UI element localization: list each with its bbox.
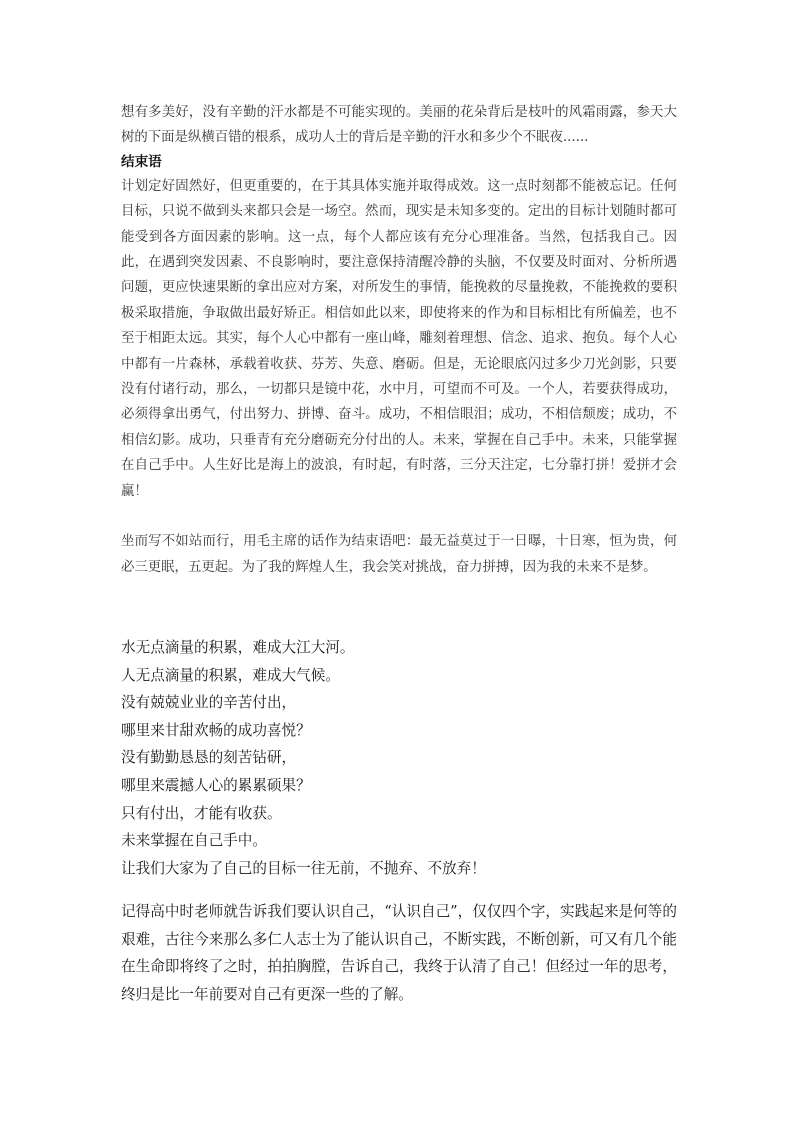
poem-line: 没有兢兢业业的辛苦付出， bbox=[121, 694, 297, 712]
poem-block bbox=[121, 634, 677, 882]
section-heading: 结束语 bbox=[121, 153, 162, 170]
poem-line: 水无点滴量的积累，难成大江大河。 bbox=[121, 639, 355, 656]
reflection-paragraph: 记得高中时老师就告诉我们要认识自己，“认识自己”，仅仅四个字，实践起来是何等的艰难，古往今来那么多仁人志士为了能认识自己，不断实践，不断创新，可又有几个能在生命即将终了之时，拍拍胸膛，告诉自己，我终于认清了自己！但经过一年的思考，终归是比一年前要对自己有更深一些的了解。 bbox=[121, 903, 677, 1003]
poem-line: 只有付出，才能有收获。 bbox=[121, 804, 282, 822]
poem-line: 人无点滴量的积累，难成大气候。 bbox=[121, 666, 340, 684]
poem-line: 哪里来震撼人心的累累硕果？ bbox=[121, 776, 311, 794]
poem-line: 未来掌握在自己手中。 bbox=[121, 832, 267, 850]
poem-line: 哪里来甘甜欢畅的成功喜悦？ bbox=[121, 721, 311, 739]
body-paragraph: 计划定好固然好，但更重要的，在于其具体实施并取得成效。这一点时刻都不能被忘记。任何目标，只说不做到头来都只会是一场空。然而，现实是未知多变的。定出的目标计划随时都可能受到各方面因素的影响。这一点，每个人都应该有充分心理准备。当然，包括我自己。因此，在遇到突发因素、不良影响时，要注意保持清醒冷静的头脑，不仅要及时面对、分析所遇问题，更应快速果断的拿出应对方案，对所发生的事情，能挽救的尽量挽救，不能挽救的要积极采取措施，争取做出最好矫正。相信如此以来，即使将来的作为和目标相比有所偏差，也不至于相距太远。其实，每个人心中都有一座山峰，雕刻着理想、信念、追求、抱负。每个人心中都有一片森林，承载着收获、芬芳、失意、磨砺。但是，无论眼底闪过多少刀光剑影，只要没有付诸行动，那么，一切都只是镜中花，水中月，可望而不可及。一个人，若要获得成功，必须得拿出勇气，付出努力、拼博、奋斗。成功，不相信眼泪；成功，不相信颓废；成功，不相信幻影。成功，只垂青有充分磨砺充分付出的人。未来，掌握在自己手中。未来，只能掌握在自己手中。人生好比是海上的波浪，有时起，有时落，三分天注定，七分靠打拼！爱拼才会赢！ bbox=[121, 178, 677, 499]
poem-line: 让我们大家为了自己的目标一往无前，不抛弃、不放弃！ bbox=[121, 859, 486, 877]
closing-paragraph: 坐而写不如站而行，用毛主席的话作为结束语吧：最无益莫过于一日曝，十日寒，恒为贵，何必三更眠，五更起。为了我的辉煌人生，我会笑对挑战，奋力拼搏，因为我的未来不是梦。 bbox=[121, 534, 677, 575]
intro-paragraph: 想有多美好，没有辛勤的汗水都是不可能实现的。美丽的花朵背后是枝叶的风霜雨露，参天大树的下面是纵横百错的根系，成功人士的背后是辛勤的汗水和多少个不眠夜...... bbox=[121, 105, 677, 146]
poem-line: 没有勤勤恳恳的刻苦钻研， bbox=[121, 749, 297, 767]
section-closing-remarks bbox=[121, 100, 677, 580]
